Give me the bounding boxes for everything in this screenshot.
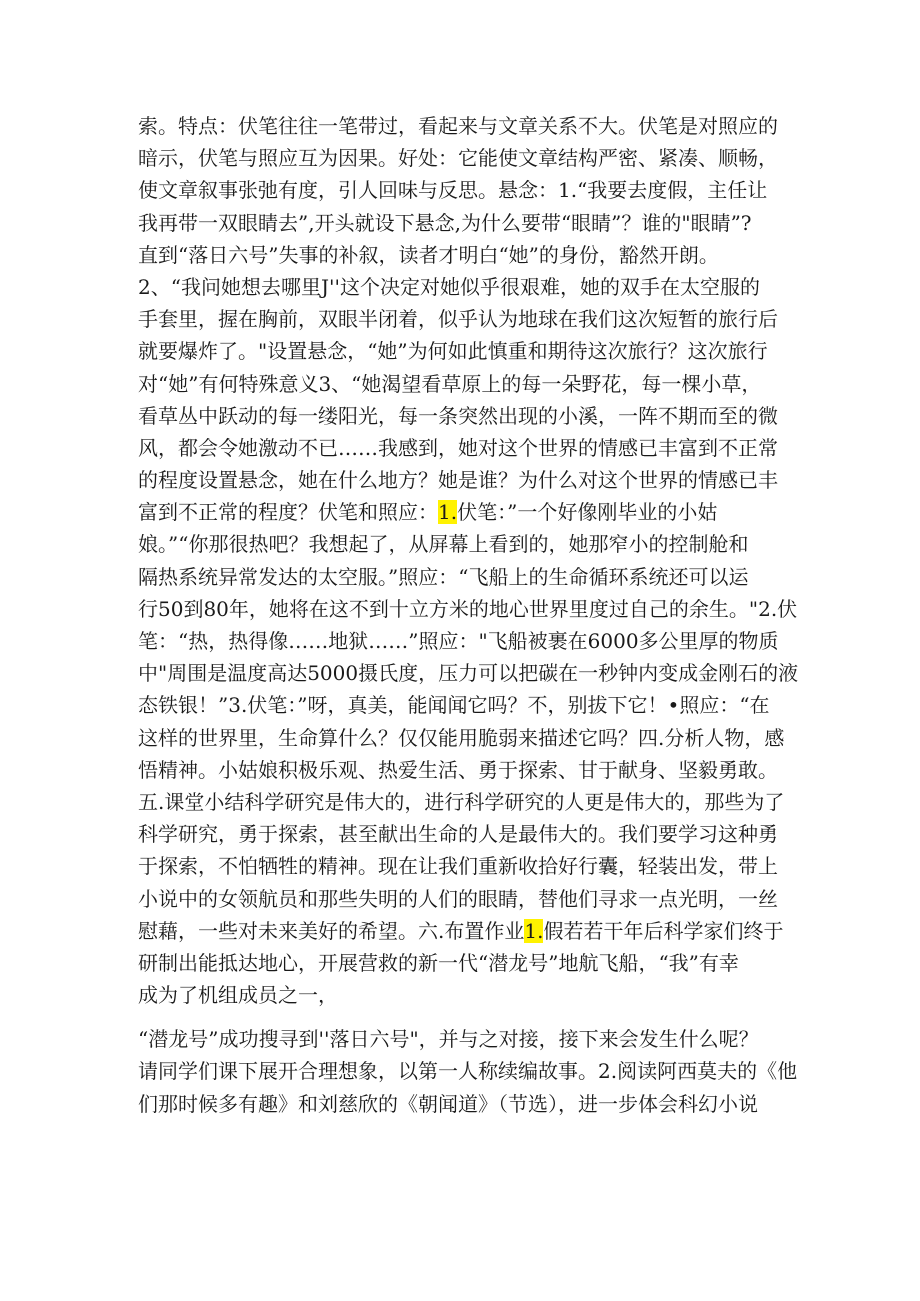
text-line xyxy=(138,818,798,850)
text-line xyxy=(138,271,798,303)
text-segment: 成为了机组成员之一， xyxy=(138,983,338,1008)
text-segment: 对“她”有何特殊意义3、“她渴望看草原上的每一朵野花，每一棵小草， xyxy=(138,371,762,396)
text-segment: 隔热系统异常发达的太空服。”照应：“飞船上的生命循环系统还可以运 xyxy=(138,564,749,589)
text-line xyxy=(138,947,798,979)
text-segment: 小说中的女领航员和那些失明的人们的眼睛，替他们寻求一点光明，一丝 xyxy=(138,886,778,911)
text-line xyxy=(138,754,798,786)
text-segment: 手套里，握在胸前，双眼半闭着，似乎认为地球在我们这次短暂的旅行后 xyxy=(138,307,778,332)
text-line xyxy=(138,657,798,689)
text-segment: 直到“落日六号”失事的补叙，读者才明白“她”的身份，豁然开朗。 xyxy=(138,242,719,267)
text-line xyxy=(138,1088,798,1120)
text-segment: 这样的世界里，生命算什么？仅仅能用脆弱来描述它吗？四.分析人物，感 xyxy=(138,725,785,750)
text-line xyxy=(138,335,798,367)
text-segment: 假若若干年后科学家们终于 xyxy=(543,918,784,943)
text-line xyxy=(138,464,798,496)
text-segment: 看草丛中跃动的每一缕阳光，每一条突然出现的小溪，一阵不期而至的微 xyxy=(138,403,778,428)
text-line xyxy=(138,110,798,142)
text-segment: 们那时候多有趣》和刘慈欣的《朝闻道》（节选），进一步体会科幻小说 xyxy=(138,1091,758,1116)
text-line xyxy=(138,528,798,560)
text-segment: 风，都会令她激动不已……我感到，她对这个世界的情感已丰富到不正常 xyxy=(138,435,778,460)
text-line xyxy=(138,786,798,818)
text-segment: 富到不正常的程度？伏笔和照应： xyxy=(138,500,438,525)
text-line xyxy=(138,979,798,1011)
text-segment: 使文章叙事张弛有度，引人回味与反思。悬念：1.“我要去度假，主任让 xyxy=(138,178,768,203)
text-line xyxy=(138,722,798,754)
text-line xyxy=(138,1011,798,1023)
text-line xyxy=(138,303,798,335)
highlighted-text: 1. xyxy=(438,500,458,525)
text-segment: 悟精神。小姑娘积极乐观、热爱生活、勇于探索、甘于献身、坚毅勇敢。 xyxy=(138,757,778,782)
text-line xyxy=(138,1023,798,1055)
text-segment: 请同学们课下展开合理想象，以第一人称续编故事。2.阅读阿西莫夫的《他 xyxy=(138,1059,798,1084)
text-line xyxy=(138,239,798,271)
text-segment: 娘。”“你那很热吧？我想起了，从屏幕上看到的，她那窄小的控制舱和 xyxy=(138,532,749,557)
text-line xyxy=(138,174,798,206)
text-segment: 的程度设置悬念，她在什么地方？她是谁？为什么对这个世界的情感已丰 xyxy=(138,468,778,493)
text-segment: 就要爆炸了。"设置悬念，“她”为何如此慎重和期待这次旅行？这次旅行 xyxy=(138,339,768,364)
text-segment: “潜龙号”成功搜寻到''落日六号"，并与之对接，接下来会发生什么呢？ xyxy=(138,1027,759,1052)
text-line xyxy=(138,850,798,882)
text-segment: 暗示，伏笔与照应互为因果。好处：它能使文章结构严密、紧凑、顺畅， xyxy=(138,146,778,171)
text-line xyxy=(138,142,798,174)
text-line xyxy=(138,625,798,657)
text-line xyxy=(138,915,798,947)
text-line xyxy=(138,400,798,432)
text-line xyxy=(138,207,798,239)
text-segment: 索。特点：伏笔往往一笔带过，看起来与文章关系不大。伏笔是对照应的 xyxy=(138,114,778,138)
text-segment: 态铁银！”3.伏笔：”呀，真美，能闻闻它吗？不，别拔下它！•照应：“在 xyxy=(138,693,770,718)
text-segment: 行50到80年，她将在这不到十立方米的地心世界里度过自己的余生。"2.伏 xyxy=(138,596,798,621)
text-line xyxy=(138,1055,798,1087)
text-segment: 伏笔：”一个好像刚毕业的小姑 xyxy=(457,500,718,525)
text-segment: 研制出能抵达地心，开展营救的新一代“潜龙号”地航飞船，“我”有幸 xyxy=(138,950,739,975)
text-segment: 五.课堂小结科学研究是伟大的，进行科学研究的人更是伟大的，那些为了 xyxy=(138,789,785,814)
text-line xyxy=(138,432,798,464)
text-line xyxy=(138,496,798,528)
text-segment: 2、“我问她想去哪里J''这个决定对她似乎很艰难，她的双手在太空服的 xyxy=(138,274,760,299)
text-line xyxy=(138,883,798,915)
text-line xyxy=(138,561,798,593)
document-body xyxy=(138,110,798,1120)
highlighted-text: 1. xyxy=(524,918,544,943)
text-line xyxy=(138,593,798,625)
text-segment: 中"周围是温度高达5000摄氏度，压力可以把碳在一秒钟内变成金刚石的液 xyxy=(138,661,799,686)
text-segment: 科学研究，勇于探索，甚至献出生命的人是最伟大的。我们要学习这种勇 xyxy=(138,822,778,847)
text-segment: 我再带一双眼睛去”,开头就设下悬念,为什么要带“眼睛”？谁的"眼睛”? xyxy=(138,210,752,235)
text-line xyxy=(138,689,798,721)
text-segment: 于探索，不怕牺牲的精神。现在让我们重新收拾好行囊，轻装出发，带上 xyxy=(138,854,778,879)
text-segment: 慰藉，一些对未来美好的希望。六.布置作业 xyxy=(138,918,525,943)
text-segment: 笔：“热，热得像……地狱……”照应："飞船被裹在6000多公里厚的物质 xyxy=(138,629,779,653)
text-line xyxy=(138,368,798,400)
